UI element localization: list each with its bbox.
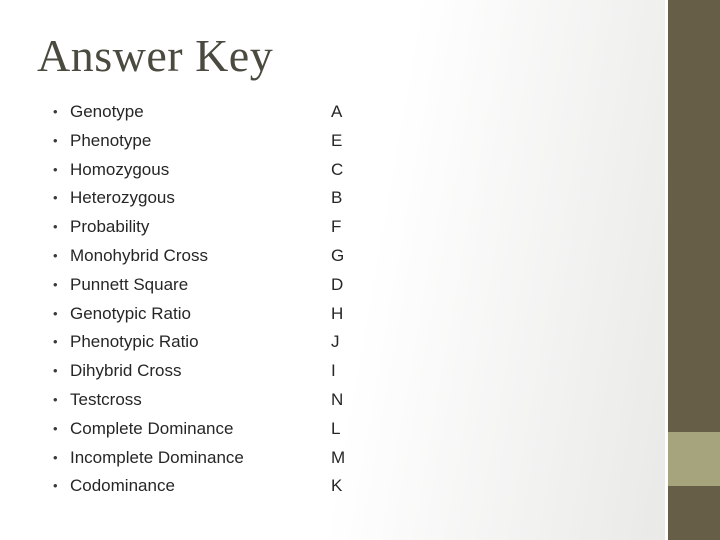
list-item	[53, 127, 244, 156]
term-label: Dihybrid Cross	[70, 361, 182, 381]
answer-letter: J	[331, 332, 340, 352]
term-label: Punnett Square	[70, 274, 189, 294]
term-label: Genotypic Ratio	[70, 303, 191, 323]
bullet-icon: •	[53, 219, 58, 235]
bullet-icon: •	[53, 391, 58, 407]
bullet-icon: •	[53, 334, 58, 350]
answer-letter: A	[331, 102, 343, 121]
list-item	[53, 300, 244, 329]
term-label: Codominance	[70, 476, 175, 496]
bullet-icon: •	[53, 104, 58, 119]
list-item	[53, 98, 244, 127]
bullet-icon: •	[53, 305, 58, 321]
term-label: Probability	[70, 217, 150, 237]
answer-letter: B	[331, 188, 343, 208]
term-label: Incomplete Dominance	[70, 447, 244, 467]
answer-letter: I	[331, 361, 336, 381]
terms-list	[53, 98, 244, 501]
bullet-icon: •	[53, 449, 58, 465]
bullet-icon: •	[53, 132, 58, 148]
answer-letter: H	[331, 303, 344, 323]
list-item	[53, 386, 244, 415]
list-item	[53, 357, 244, 386]
list-item	[53, 328, 244, 357]
list-item	[53, 213, 244, 242]
term-label: Complete Dominance	[70, 418, 234, 438]
answer-letter: L	[331, 418, 341, 438]
answer-letter: D	[331, 274, 344, 294]
list-item	[53, 472, 244, 501]
list-item	[53, 156, 244, 185]
bullet-icon: •	[53, 190, 58, 206]
side-accent-block	[668, 432, 720, 486]
slide-title: Answer Key	[37, 30, 274, 81]
bullet-icon: •	[53, 478, 58, 494]
answer-letter: N	[331, 389, 344, 409]
bullet-icon: •	[53, 420, 58, 436]
answer-letter: M	[331, 447, 346, 467]
term-label: Testcross	[70, 389, 142, 409]
answers-list	[331, 98, 345, 501]
answer-letter: G	[331, 245, 345, 265]
bullet-icon: •	[53, 247, 58, 263]
answer-letter: E	[331, 130, 343, 150]
bullet-icon: •	[53, 161, 58, 177]
term-label: Monohybrid Cross	[70, 245, 208, 265]
term-label: Heterozygous	[70, 188, 175, 208]
list-item	[53, 242, 244, 271]
answer-letter: F	[331, 217, 342, 237]
list-item	[53, 444, 244, 473]
bullet-icon: •	[53, 363, 58, 379]
term-label: Genotype	[70, 102, 144, 121]
list-item	[53, 415, 244, 444]
list-item	[53, 184, 244, 213]
answer-letter: C	[331, 159, 344, 179]
bullet-icon: •	[53, 276, 58, 292]
list-item	[53, 271, 244, 300]
answer-letter: K	[331, 476, 343, 496]
term-label: Phenotype	[70, 130, 152, 150]
term-label: Phenotypic Ratio	[70, 332, 199, 352]
term-label: Homozygous	[70, 159, 170, 179]
